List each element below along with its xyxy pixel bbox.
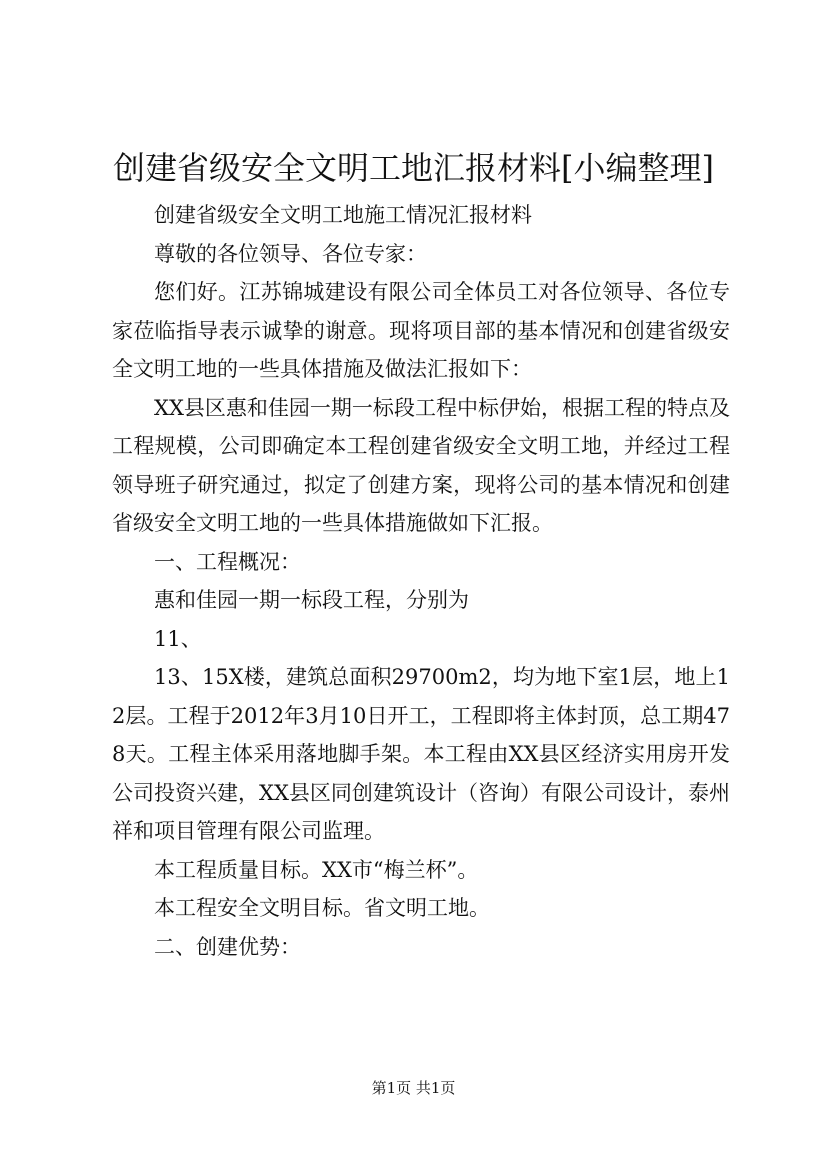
paragraph-project-lead: 惠和佳园一期一标段工程，分别为	[154, 588, 469, 612]
document-title: 创建省级安全文明工地汇报材料[小编整理]	[113, 149, 714, 187]
paragraph-background: XX县区惠和佳园一期一标段工程中标伊始，根据工程的特点及工程规模，公司即确定本工程创建省级安全文明工地，并经过工程领导班子研究通过，拟定了创建方案，现将公司的基本情况和创建省级安全文明工地的一些具体措施做如下汇报。	[112, 395, 730, 535]
paragraph-subtitle: 创建省级安全文明工地施工情况汇报材料	[154, 203, 532, 227]
heading-section-2: 二、创建优势：	[154, 934, 301, 959]
paragraph-safety-target: 本工程安全文明目标。省文明工地。	[154, 896, 490, 920]
document-body	[112, 196, 730, 966]
paragraph-project-details: 13、15X楼，建筑总面积29700m2，均为地下室1层，地上12层。工程于2012年3月10日开工，工程即将主体封顶，总工期478天。工程主体采用落地脚手架。本工程由XX县区经济实用房开发公司投资兴建，XX县区同创建筑设计（咨询）有限公司设计，泰州祥和项目管理有限公司监理。	[112, 665, 730, 843]
paragraph-building-number: 11、	[154, 626, 202, 651]
paragraph-quality-target: 本工程质量目标。XX市“梅兰杯”。	[154, 857, 479, 882]
page-footer: 第1页 共1页	[371, 1079, 456, 1097]
heading-section-1: 一、工程概况：	[154, 549, 301, 574]
paragraph-intro: 您们好。江苏锦城建设有限公司全体员工对各位领导、各位专家莅临指导表示诚挚的谢意。现将项目部的基本情况和创建省级安全文明工地的一些具体措施及做法汇报如下：	[112, 280, 730, 381]
paragraph-greeting: 尊敬的各位领导、各位专家：	[154, 241, 427, 266]
